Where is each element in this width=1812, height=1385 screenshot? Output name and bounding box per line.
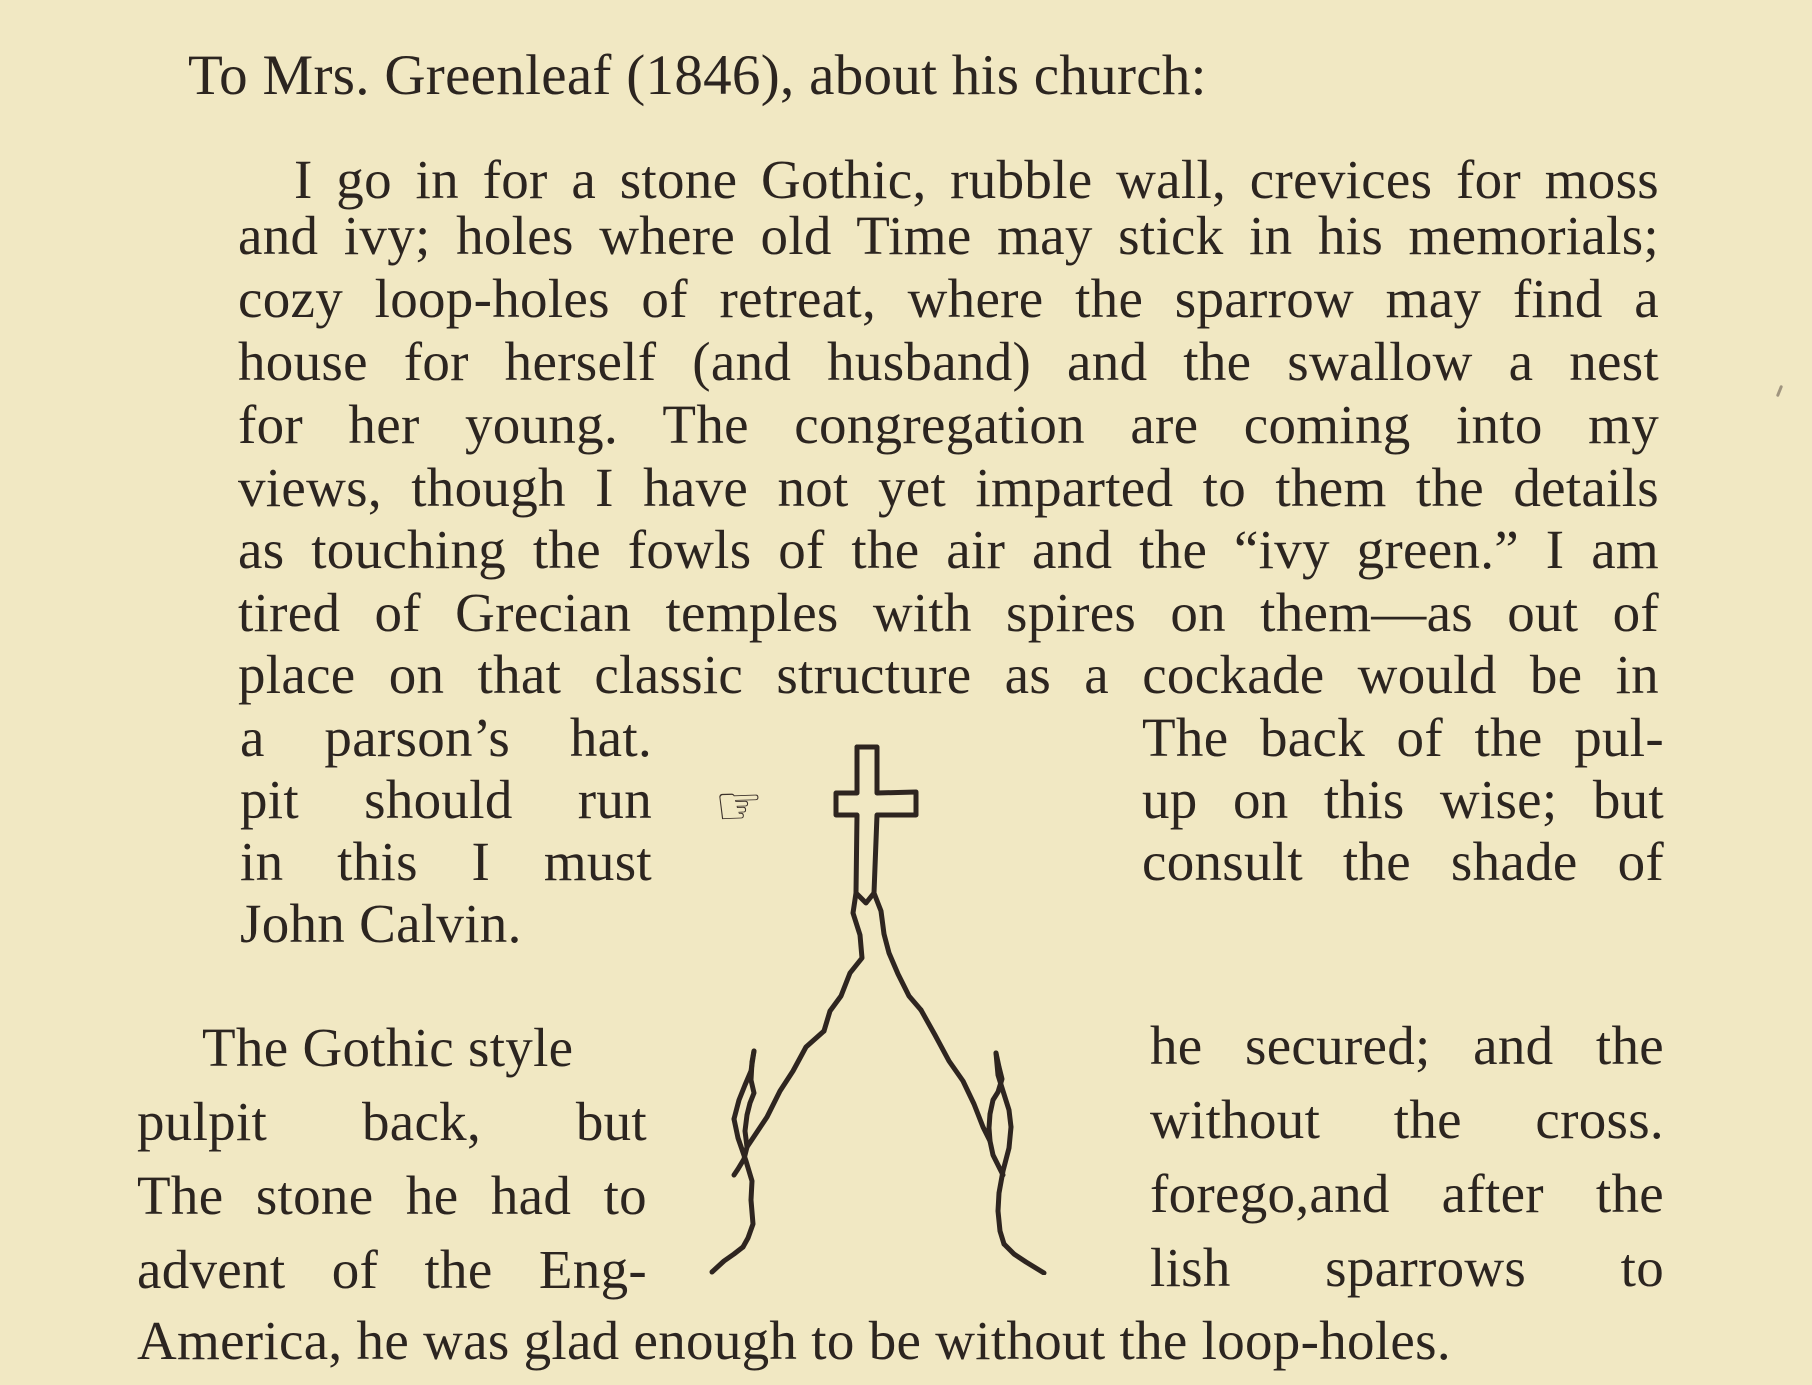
body-line-3: cozy loop-holes of retreat, where the sparrow may find a (238, 268, 1659, 329)
lower-left-line-2: pulpit back, but (137, 1091, 647, 1152)
pulpit-back-sketch (690, 735, 1110, 1275)
body-line-1: I go in for a stone Gothic, rubble wall, crevices for moss (294, 149, 1659, 210)
right-column-line-3: consult the shade of (1142, 831, 1664, 892)
left-column-line-4: John Calvin. (240, 893, 522, 954)
right-column-line-2: up on this wise; but (1142, 769, 1664, 830)
left-column-line-2: pit should run (240, 769, 652, 830)
lower-left-line-1: The Gothic style (202, 1017, 574, 1078)
final-line: America, he was glad enough to be without the loop-holes. (137, 1310, 1451, 1371)
left-column-line-1: a parson’s hat. (240, 707, 652, 768)
left-column-line-3: in this I must (240, 831, 652, 892)
lower-right-line-4: lish sparrows to (1150, 1237, 1664, 1298)
body-line-4: house for herself (and husband) and the swallow a nest (238, 331, 1659, 392)
lower-right-line-1: he secured; and the (1150, 1015, 1664, 1076)
paper-speck (1776, 385, 1783, 397)
lower-left-line-4: advent of the Eng- (137, 1239, 647, 1300)
lower-right-line-3: forego,and after the (1150, 1163, 1664, 1224)
lower-right-line-2: without the cross. (1150, 1089, 1664, 1150)
pointing-hand-icon: ☞ (713, 775, 765, 837)
lower-left-line-3: The stone he had to (137, 1165, 647, 1226)
body-line-9: place on that classic structure as a cockade would be in (238, 644, 1659, 705)
body-line-2: and ivy; holes where old Time may stick in his memorials; (238, 205, 1659, 266)
body-line-6: views, though I have not yet imparted to them the details (238, 457, 1659, 518)
body-line-8: tired of Grecian temples with spires on them—as out of (238, 582, 1659, 643)
right-column-line-1: The back of the pul- (1142, 707, 1664, 768)
body-line-7: as touching the fowls of the air and the “ivy green.” I am (238, 519, 1659, 580)
letter-heading: To Mrs. Greenleaf (1846), about his church: (188, 44, 1207, 107)
body-line-5: for her young. The congregation are coming into my (238, 394, 1659, 455)
